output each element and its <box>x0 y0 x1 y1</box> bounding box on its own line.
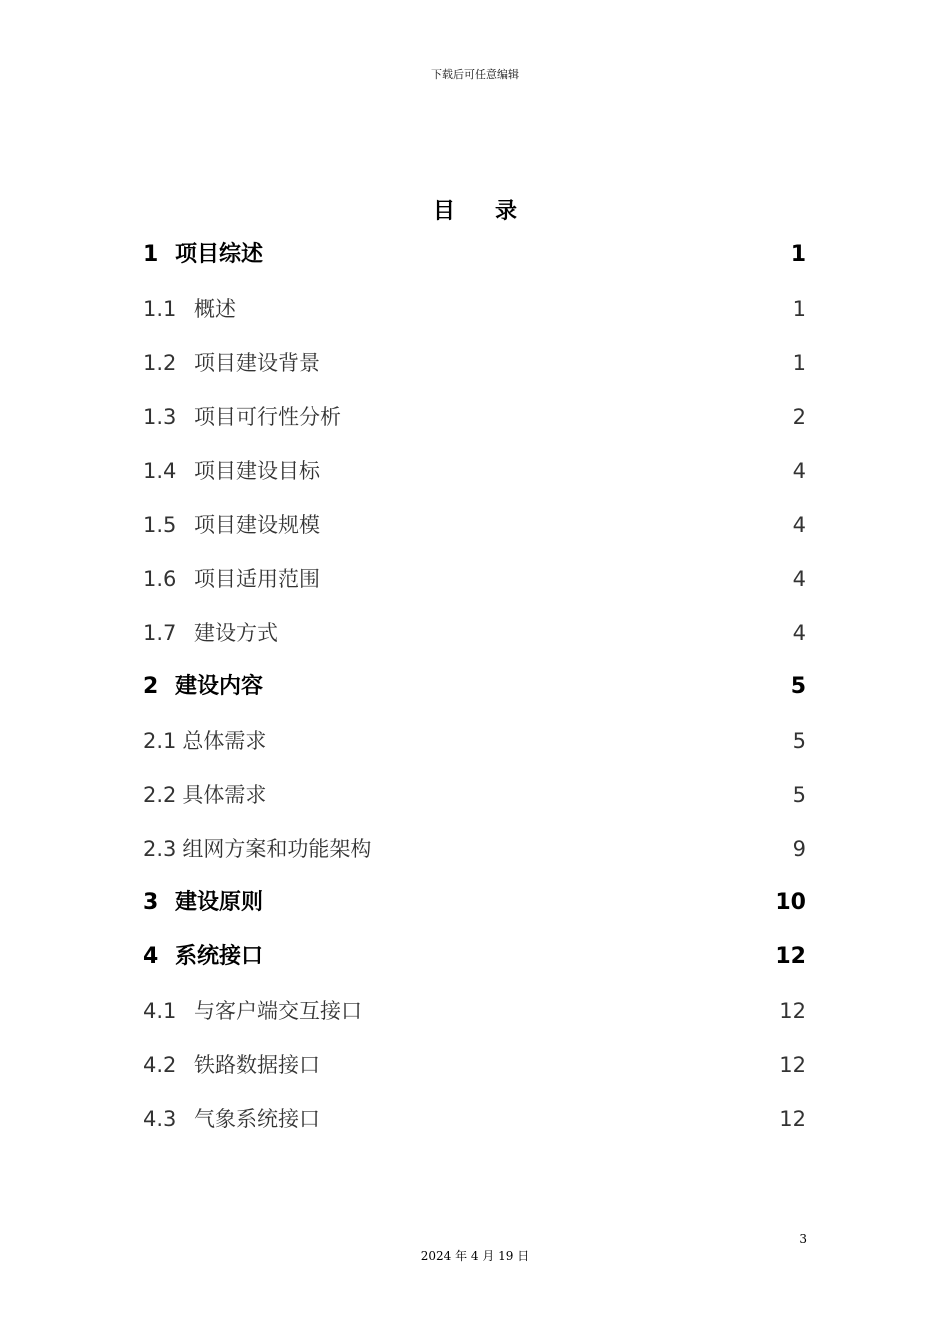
toc-entry[interactable] <box>143 1038 806 1092</box>
toc-entry[interactable] <box>143 660 806 714</box>
toc-entry-page-number: 12 <box>775 944 806 969</box>
toc-entry-label: 建设内容 <box>175 674 264 699</box>
toc-entry[interactable] <box>143 228 806 282</box>
toc-entry-label: 概述 <box>194 297 236 321</box>
toc-entry-page-number: 5 <box>790 674 806 699</box>
toc-entry-label: 总体需求 <box>182 729 267 753</box>
toc-entry-label: 项目建设背景 <box>194 351 320 375</box>
toc-entry-number: 1.3 <box>143 405 177 429</box>
toc-entry[interactable] <box>143 498 806 552</box>
toc-entry-heading <box>143 768 266 822</box>
toc-entry[interactable] <box>143 714 806 768</box>
toc-entry-heading <box>143 606 278 660</box>
toc-entry[interactable] <box>143 822 806 876</box>
toc-entry-number: 4.2 <box>143 1053 177 1077</box>
toc-entry-number: 1.2 <box>143 351 177 375</box>
toc-entry-label: 与客户端交互接口 <box>194 999 362 1023</box>
toc-entry-label: 项目综述 <box>175 242 264 267</box>
toc-entry[interactable] <box>143 282 806 336</box>
toc-title: 目录 <box>432 199 557 224</box>
toc-entry-page-number: 10 <box>775 890 806 915</box>
toc-entry-heading <box>143 498 320 552</box>
toc-entry-number: 2.3 <box>143 837 177 861</box>
toc-entry-label: 项目适用范围 <box>194 567 320 591</box>
toc-entry[interactable] <box>143 876 806 930</box>
toc-entry-number: 4.1 <box>143 999 177 1023</box>
toc-entry-number: 4.3 <box>143 1107 177 1131</box>
toc-entry-heading <box>143 552 320 606</box>
toc-entry[interactable] <box>143 984 806 1038</box>
toc-entry-number: 2.2 <box>143 783 177 807</box>
toc-entry[interactable] <box>143 552 806 606</box>
toc-entry-number: 2.1 <box>143 729 177 753</box>
toc-entry-page-number: 2 <box>792 405 806 429</box>
toc-entry-page-number: 12 <box>779 1053 806 1077</box>
toc-entry-label: 建设方式 <box>194 621 278 645</box>
toc-entry-heading <box>143 228 263 282</box>
toc-entry[interactable] <box>143 390 806 444</box>
toc-entry-page-number: 4 <box>792 567 806 591</box>
toc-entry-page-number: 9 <box>792 837 806 861</box>
toc-entry-heading <box>143 1038 320 1092</box>
toc-entry-page-number: 4 <box>792 621 806 645</box>
toc-entry-number: 1 <box>143 242 159 267</box>
toc-entry-page-number: 4 <box>792 513 806 537</box>
toc-entry-number: 3 <box>143 890 159 915</box>
page-number: 3 <box>799 1232 807 1246</box>
toc-entry-number: 1.1 <box>143 297 177 321</box>
toc-entry-heading <box>143 714 266 768</box>
toc-entry-label: 气象系统接口 <box>194 1107 320 1131</box>
toc-entry-label: 具体需求 <box>182 783 267 807</box>
toc-entry-number: 1.5 <box>143 513 177 537</box>
toc-entry-heading <box>143 390 341 444</box>
toc-entry-number: 1.6 <box>143 567 177 591</box>
toc-entry-label: 建设原则 <box>175 890 264 915</box>
toc-entry-page-number: 5 <box>792 729 806 753</box>
toc-entry-label: 铁路数据接口 <box>194 1053 320 1077</box>
toc-entry-heading <box>143 984 362 1038</box>
toc-entry[interactable] <box>143 930 806 984</box>
toc-entry-heading <box>143 282 236 336</box>
date-footer: 2024 年 4 月 19 日 <box>420 1249 530 1263</box>
toc-entry-page-number: 4 <box>792 459 806 483</box>
toc-entry[interactable] <box>143 1092 806 1146</box>
toc-list <box>143 228 806 1146</box>
toc-entry-heading <box>143 1092 320 1146</box>
toc-entry-label: 组网方案和功能架构 <box>182 837 372 861</box>
toc-entry-heading <box>143 660 263 714</box>
toc-entry-page-number: 5 <box>792 783 806 807</box>
toc-entry-page-number: 1 <box>792 351 806 375</box>
toc-entry-number: 4 <box>143 944 159 969</box>
toc-entry[interactable] <box>143 336 806 390</box>
toc-entry[interactable] <box>143 606 806 660</box>
toc-entry-heading <box>143 336 320 390</box>
toc-entry-label: 项目可行性分析 <box>194 405 341 429</box>
toc-entry-label: 系统接口 <box>175 944 264 969</box>
toc-entry-number: 2 <box>143 674 159 699</box>
toc-entry-page-number: 1 <box>792 297 806 321</box>
toc-entry[interactable] <box>143 444 806 498</box>
toc-entry-label: 项目建设目标 <box>194 459 320 483</box>
toc-entry-number: 1.4 <box>143 459 177 483</box>
toc-entry-page-number: 12 <box>779 1107 806 1131</box>
toc-entry-heading <box>143 822 371 876</box>
header-note: 下载后可任意编辑 <box>431 68 519 81</box>
toc-entry-heading <box>143 876 263 930</box>
toc-entry[interactable] <box>143 768 806 822</box>
toc-entry-page-number: 12 <box>779 999 806 1023</box>
toc-entry-heading <box>143 444 320 498</box>
toc-entry-page-number: 1 <box>790 242 806 267</box>
toc-entry-number: 1.7 <box>143 621 177 645</box>
toc-entry-label: 项目建设规模 <box>194 513 320 537</box>
toc-entry-heading <box>143 930 263 984</box>
